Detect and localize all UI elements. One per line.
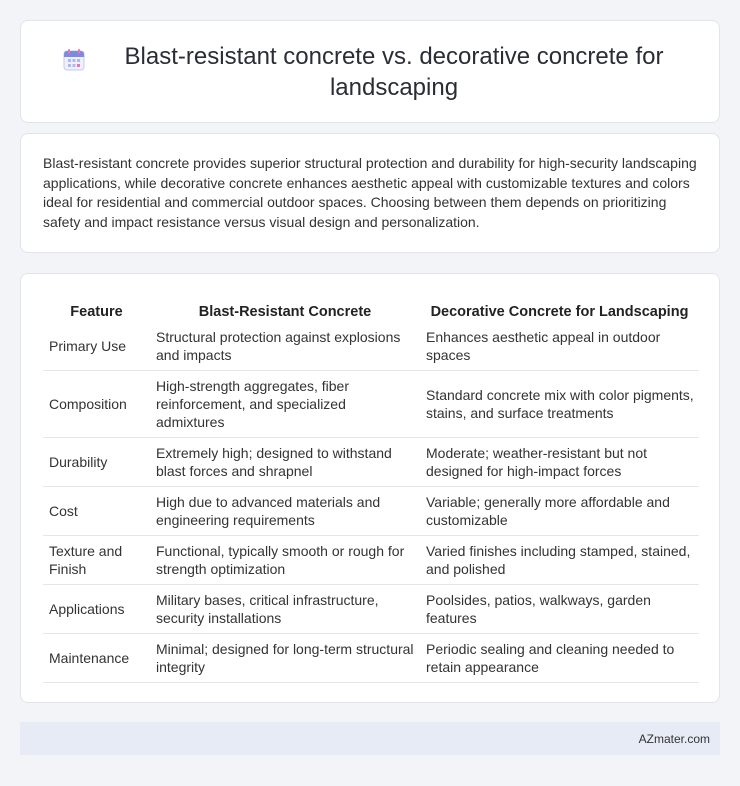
row-blast-value: High-strength aggregates, fiber reinforcement, and specialized admixtures [150, 371, 420, 438]
row-feature: Applications [43, 585, 150, 634]
row-feature: Composition [43, 371, 150, 438]
table-row [43, 371, 699, 438]
row-decorative-value: Enhances aesthetic appeal in outdoor spaces [420, 322, 699, 371]
summary-text: Blast-resistant concrete provides superior structural protection and durability for high-security landscaping applications, while decorative concrete enhances aesthetic appeal with customizable textures and colors ideal for residential and commercial outdoor spaces. Choosing between them depends on prioritizing safety and impact resistance versus visual design and personalization. [43, 155, 697, 230]
row-blast-value: Structural protection against explosions and impacts [150, 322, 420, 371]
summary-card [20, 133, 720, 253]
row-decorative-value: Standard concrete mix with color pigments, stains, and surface treatments [420, 371, 699, 438]
row-blast-value: Minimal; designed for long-term structural integrity [150, 634, 420, 683]
row-blast-value: Military bases, critical infrastructure, security installations [150, 585, 420, 634]
row-decorative-value: Moderate; weather-resistant but not designed for high-impact forces [420, 438, 699, 487]
row-feature: Texture and Finish [43, 536, 150, 585]
header-decorative: Decorative Concrete for Landscaping [430, 304, 689, 320]
table-header-row [43, 294, 699, 322]
table-row [43, 438, 699, 487]
table-row [43, 487, 699, 536]
title-card [20, 20, 720, 123]
row-decorative-value: Periodic sealing and cleaning needed to retain appearance [420, 634, 699, 683]
row-decorative-value: Variable; generally more affordable and customizable [420, 487, 699, 536]
table-row [43, 585, 699, 634]
table-row [43, 634, 699, 683]
row-blast-value: Extremely high; designed to withstand blast forces and shrapnel [150, 438, 420, 487]
table-row [43, 322, 699, 371]
row-blast-value: High due to advanced materials and engineering requirements [150, 487, 420, 536]
footer [20, 722, 720, 755]
row-decorative-value: Poolsides, patios, walkways, garden features [420, 585, 699, 634]
header-feature: Feature [70, 304, 123, 320]
row-decorative-value: Varied finishes including stamped, stained, and polished [420, 536, 699, 585]
calendar-icon [61, 47, 87, 73]
row-feature: Primary Use [43, 322, 150, 371]
row-feature: Durability [43, 438, 150, 487]
header-blast-resistant: Blast-Resistant Concrete [198, 304, 372, 320]
table-row [43, 536, 699, 585]
comparison-table [43, 294, 699, 683]
row-feature: Maintenance [43, 634, 150, 683]
row-feature: Cost [43, 487, 150, 536]
page-title: Blast-resistant concrete vs. decorative concrete for landscaping [124, 42, 664, 101]
comparison-card [20, 273, 720, 703]
footer-brand: AZmater.com [638, 731, 710, 746]
row-blast-value: Functional, typically smooth or rough for strength optimization [150, 536, 420, 585]
